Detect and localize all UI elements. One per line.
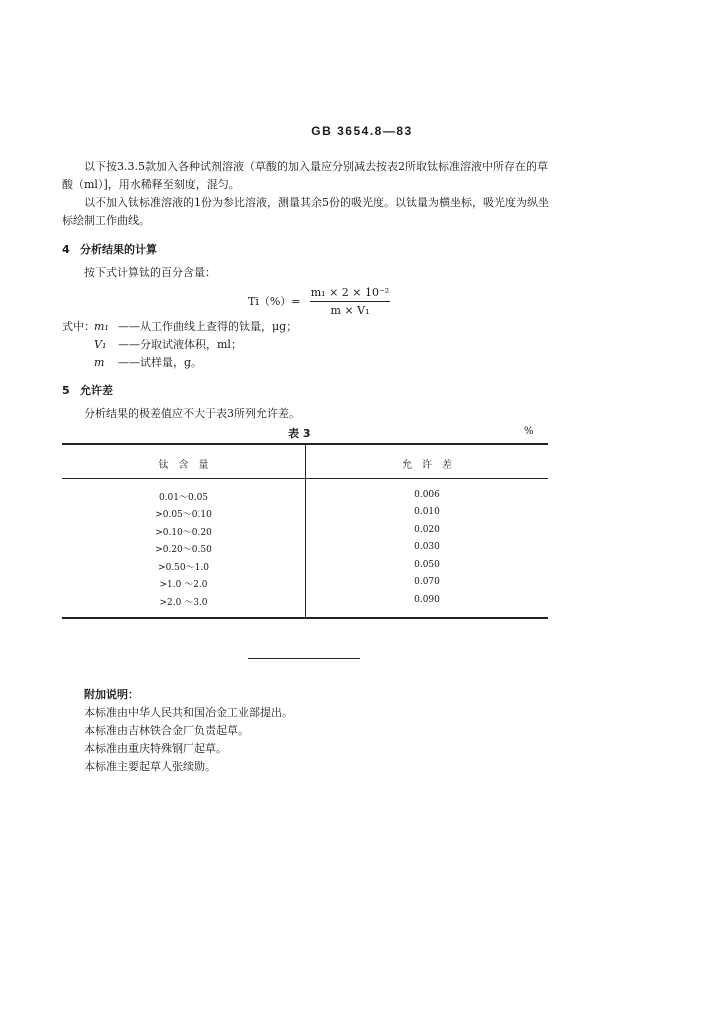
table-cell-content: >1.0 ～2.0 [159, 580, 208, 590]
variable-row [94, 354, 202, 372]
notes-heading: 附加说明： [84, 688, 139, 701]
table-cell-tolerance: 0.030 [414, 542, 440, 552]
table-bottom-rule [62, 617, 548, 619]
table-cell-content: >2.0 ～3.0 [159, 598, 208, 608]
variable-description: ——分取试液体积，ml； [118, 338, 242, 351]
standard-code-header: GB 3654.8—83 [311, 124, 413, 138]
paragraph-2-line-2: 标绘制工作曲线。 [62, 214, 150, 227]
formula-intro: 按下式计算钛的百分含量： [84, 266, 216, 279]
column-header-content: 钛 含 量 [158, 460, 209, 471]
tolerance-intro: 分析结果的极差值应不大于表3所列允许差。 [84, 407, 300, 420]
end-rule [248, 658, 360, 659]
table-cell-tolerance: 0.010 [414, 507, 440, 517]
paragraph-2-line-1: 以不加入钛标准溶液的1份为参比溶液，测量其余5份的吸光度。以钛量为横坐标，吸光度为纵坐 [84, 196, 549, 209]
paragraph-1-line-1: 以下按3.3.5款加入各种试剂溶液（草酸的加入量应分别减去按表2所取钛标准溶液中所存在的草 [84, 160, 548, 173]
formula-numerator: m₁ × 2 × 10⁻² [310, 286, 390, 299]
variable-symbol: m₁ [94, 320, 109, 333]
section-4-title: 分析结果的计算 [80, 243, 157, 256]
variable-row [94, 336, 242, 354]
table-cell-content: 0.01～0.05 [158, 493, 209, 503]
table-title: 表 3 [288, 427, 311, 440]
notes-line: 本标准由吉林铁合金厂负责起草。 [84, 724, 249, 737]
formula-fraction [310, 286, 390, 317]
variable-description: ——试样量，g。 [118, 356, 203, 369]
table-cell-tolerance: 0.090 [414, 595, 440, 605]
where-label: 式中： [62, 320, 95, 333]
table-cell-content: >0.20～0.50 [155, 545, 212, 555]
variable-row [94, 318, 297, 336]
table-unit: % [524, 426, 534, 437]
notes-line: 本标准由中华人民共和国冶金工业部提出。 [84, 706, 293, 719]
table-cell-tolerance: 0.006 [414, 490, 440, 500]
paragraph-1-line-2: 酸（ml）]，用水稀释至刻度，混匀。 [62, 178, 240, 191]
table-cell-tolerance: 0.050 [414, 560, 440, 570]
variable-symbol: m [94, 356, 105, 369]
table-cell-tolerance: 0.020 [414, 525, 440, 535]
notes-line: 本标准主要起草人张续勋。 [84, 760, 216, 773]
section-4-number: 4 [62, 243, 70, 256]
formula-lhs: Ti（%）= [248, 295, 301, 308]
section-5-number: 5 [62, 384, 70, 397]
fraction-bar [310, 301, 390, 302]
table-cell-content: >0.05～0.10 [155, 510, 212, 520]
section-4-heading [62, 241, 157, 257]
column-header-tolerance: 允 许 差 [402, 460, 452, 471]
variable-symbol: V₁ [94, 338, 107, 351]
section-5-title: 允许差 [80, 384, 113, 397]
formula-denominator: m × V₁ [330, 304, 370, 317]
variable-description: ——从工作曲线上查得的钛量，μg； [118, 320, 298, 333]
table-cell-content: >0.50～1.0 [158, 563, 209, 573]
section-5-heading [62, 382, 113, 398]
table-cell-content: >0.10～0.20 [155, 528, 212, 538]
notes-line: 本标准由重庆特殊钢厂起草。 [84, 742, 227, 755]
table-cell-tolerance: 0.070 [414, 577, 440, 587]
